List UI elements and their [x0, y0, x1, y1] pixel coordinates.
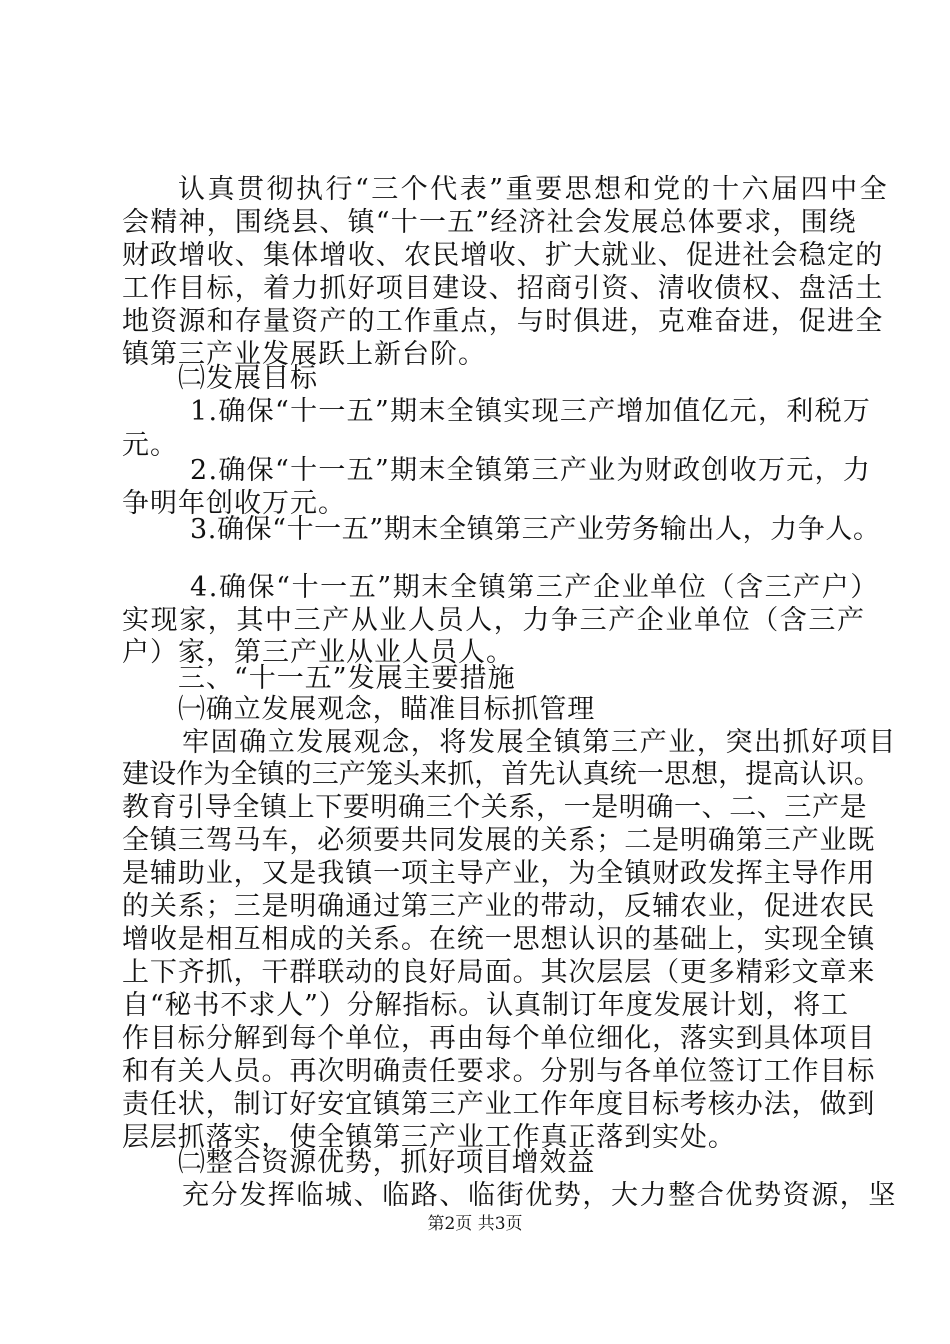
text-line: 自“秘书不求人”）分解指标。认真制订年度发展计划，将工: [122, 990, 849, 1021]
text-line: 是辅助业，又是我镇一项主导产业，为全镇财政发挥主导作用: [122, 858, 876, 889]
text-line: 元。: [122, 430, 178, 461]
text-line: 1.确保“十一五”期末全镇实现三产增加值亿元，利税万: [190, 396, 872, 427]
text-line: 会精神，围绕县、镇“十一五”经济社会发展总体要求，围绕: [122, 207, 858, 238]
section-heading: ㈡发展目标: [178, 363, 318, 394]
text-line: 2.确保“十一五”期末全镇第三产业为财政创收万元，力: [190, 455, 872, 486]
text-line: 3.确保“十一五”期末全镇第三产业劳务输出人，力争人。: [190, 514, 881, 545]
page-number: 第2页 共3页: [427, 1214, 523, 1234]
text-line: 工作目标，着力抓好项目建设、招商引资、清收债权、盘活土: [122, 273, 884, 304]
text-line: 实现家，其中三产从业人员人，力争三产企业单位（含三产: [122, 605, 866, 636]
text-line: 镇第三产业发展跃上新台阶。: [122, 339, 486, 370]
section-heading: ㈠确立发展观念，瞄准目标抓管理: [178, 694, 595, 725]
text-line: 财政增收、集体增收、农民增收、扩大就业、促进社会稳定的: [122, 240, 884, 271]
text-line: 层层抓落实，使全镇第三产业工作真正落到实处。: [122, 1122, 736, 1153]
text-line: 增收是相互相成的关系。在统一思想认识的基础上，实现全镇: [122, 924, 876, 955]
text-line: 牢固确立发展观念，将发展全镇第三产业，突出抓好项目: [182, 727, 897, 758]
section-heading: ㈡整合资源优势，抓好项目增效益: [178, 1147, 595, 1178]
text-line: 建设作为全镇的三产笼头来抓，首先认真统一思想，提高认识。: [122, 759, 881, 790]
text-line: 和有关人员。再次明确责任要求。分别与各单位签订工作目标: [122, 1056, 876, 1087]
text-line: 充分发挥临城、临路、临街优势，大力整合优势资源，坚: [182, 1180, 897, 1211]
text-line: 户）家，第三产业从业人员人。: [122, 637, 514, 668]
text-line: 的关系；三是明确通过第三产业的带动，反辅农业，促进农民: [122, 891, 876, 922]
text-line: 上下齐抓，干群联动的良好局面。其次层层（更多精彩文章来: [122, 957, 876, 988]
text-line: 4.确保“十一五”期末全镇第三产企业单位（含三产户）: [190, 572, 879, 603]
text-line: 责任状，制订好安宜镇第三产业工作年度目标考核办法，做到: [122, 1089, 876, 1120]
text-line: 争明年创收万元。: [122, 488, 346, 519]
text-line: 教育引导全镇上下要明确三个关系，一是明确一、二、三产是: [122, 792, 868, 823]
text-line: 认真贯彻执行“三个代表”重要思想和党的十六届四中全: [178, 174, 890, 205]
text-line: 全镇三驾马车，必须要共同发展的关系；二是明确第三产业既: [122, 825, 876, 856]
section-heading: 三、“十一五”发展主要措施: [178, 663, 516, 694]
text-line: 作目标分解到每个单位，再由每个单位细化，落实到具体项目: [122, 1023, 876, 1054]
text-line: 地资源和存量资产的工作重点，与时俱进，克难奋进，促进全: [122, 306, 884, 337]
